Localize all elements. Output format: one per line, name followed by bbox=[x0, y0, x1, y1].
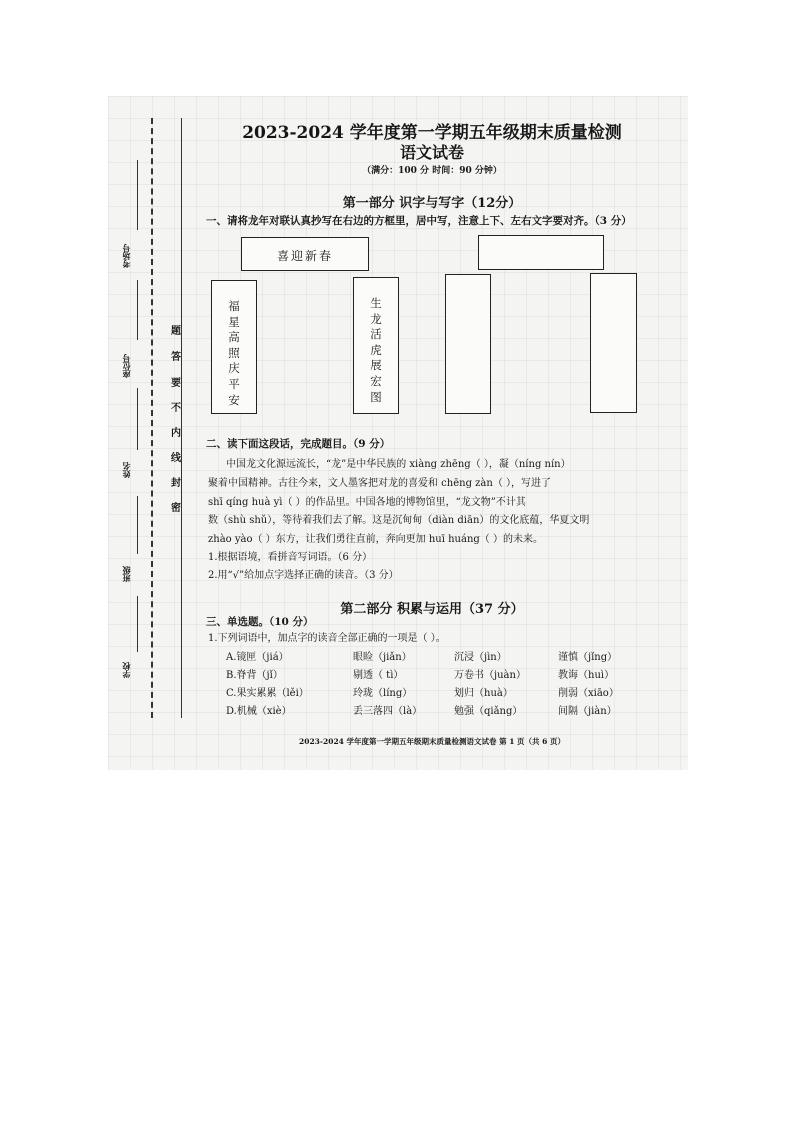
option-a-4: 谨慎（jǐng） bbox=[558, 652, 618, 663]
task-2: 2.用“√”给加点字选择正确的读音。（3 分） bbox=[208, 570, 399, 581]
couplet-horizontal-text: 喜迎新春 bbox=[276, 249, 333, 263]
right_column-char: 生 bbox=[370, 296, 382, 310]
couplet-horizontal-box bbox=[241, 237, 369, 271]
couplet-right-box bbox=[353, 277, 399, 414]
question-1-prompt: 一、请将龙年对联认真抄写在右边的方框里，居中写，注意上下、左右文字要对齐。（3 分） bbox=[206, 215, 632, 227]
task-1: 1.根据语境，看拼音写词语。（6 分） bbox=[208, 552, 373, 563]
right_column-char: 龙 bbox=[370, 311, 382, 326]
seal-char: 封 bbox=[171, 478, 181, 489]
blank-seat[interactable] bbox=[137, 280, 138, 340]
right_column-char: 图 bbox=[370, 389, 382, 404]
seal-char: 要 bbox=[171, 378, 181, 389]
label-seat: 座位号 bbox=[121, 354, 131, 378]
question-2-prompt: 二、读下面这段话，完成题目。（9 分） bbox=[206, 438, 391, 450]
option-d-1[interactable]: D.机械（xiè） bbox=[226, 706, 292, 717]
label-name: 姓名 bbox=[121, 462, 131, 478]
couplet-left-box bbox=[211, 280, 257, 414]
page-subtitle: 语文试卷 bbox=[399, 143, 464, 162]
left_column-char: 庆 bbox=[228, 361, 240, 376]
option-c-1[interactable]: C.果实累累（lěi） bbox=[226, 688, 309, 699]
seal-char: 线 bbox=[171, 453, 181, 464]
page-footer: 2023-2024 学年度第一学期五年级期末质量检测语文试卷 第 1 页（共 6 页） bbox=[299, 737, 565, 746]
seal-char: 内 bbox=[171, 428, 181, 439]
option-c-4: 削弱（xiāo） bbox=[558, 688, 619, 699]
question-3-1-stem: 1.下列词语中，加点字的读音全部正确的一项是（ ）。 bbox=[208, 633, 446, 644]
seal-char: 答 bbox=[171, 352, 181, 363]
seal-char: 不 bbox=[171, 403, 181, 414]
right_column-char: 展 bbox=[370, 358, 382, 373]
option-b-2: 剔透（ tì） bbox=[353, 670, 404, 681]
option-c-3: 划归（huà） bbox=[454, 688, 513, 699]
passage-line: 数（shù shǔ），等待着我们去了解。这是沉甸甸（diàn diān）的文化底蕴，华夏文明 bbox=[208, 515, 590, 526]
binding-solid-line bbox=[181, 118, 182, 718]
seal-char: 密 bbox=[171, 503, 181, 514]
answer-horizontal-box[interactable] bbox=[478, 235, 604, 270]
left_column-char: 安 bbox=[228, 392, 240, 407]
section-heading-part2: 第二部分 积累与运用（37 分） bbox=[340, 602, 524, 617]
option-a-2: 眼睑（jiǎn） bbox=[353, 652, 412, 663]
option-b-1[interactable]: B.脊背（jǐ） bbox=[226, 670, 283, 681]
option-c-2: 玲珑（líng） bbox=[353, 688, 413, 699]
blank-name[interactable] bbox=[137, 388, 138, 450]
right_column-char: 宏 bbox=[370, 373, 382, 388]
option-a-1[interactable]: A.镜匣（jiá） bbox=[226, 652, 289, 663]
option-d-4: 间隔（jiàn） bbox=[558, 706, 617, 717]
option-d-3: 勉强（qiǎng） bbox=[454, 706, 523, 717]
binding-dashed-line bbox=[151, 118, 153, 718]
left_column-char: 福 bbox=[228, 299, 240, 313]
passage-line: zhào yào（ ）东方，让我们勇往直前，奔向更加 huī huáng（ ）的未来。 bbox=[208, 534, 543, 545]
label-school: 学校 bbox=[121, 662, 131, 678]
section-heading-part1: 第一部分 识字与写字（12分） bbox=[342, 196, 522, 211]
left_column-char: 星 bbox=[228, 314, 240, 329]
seal-char: 题 bbox=[171, 326, 181, 337]
right_column-char: 虎 bbox=[370, 342, 382, 357]
passage-line: shī qíng huà yì（ ）的作品里。中国各地的博物馆里，“龙文物”不计其 bbox=[208, 497, 526, 508]
answer-left-box[interactable] bbox=[445, 274, 491, 414]
passage-line: 聚着中国精神。古往今来，文人墨客把对龙的喜爱和 chēng zàn（ ），写进了 bbox=[208, 478, 552, 489]
option-d-2: 丢三落四（là） bbox=[353, 706, 423, 717]
blank-school[interactable] bbox=[137, 596, 138, 652]
right_column-char: 活 bbox=[370, 327, 382, 342]
question-3-title: 三、单选题。（10 分） bbox=[206, 616, 314, 628]
label-class: 班级 bbox=[121, 566, 131, 582]
label-exam-room: 考场号 bbox=[121, 244, 131, 268]
couplet-left-text bbox=[212, 299, 256, 408]
left_column-char: 高 bbox=[228, 330, 240, 345]
blank-class[interactable] bbox=[137, 496, 138, 554]
couplet-right-text bbox=[354, 296, 398, 405]
blank-exam-room[interactable] bbox=[137, 160, 138, 230]
answer-right-box[interactable] bbox=[590, 273, 637, 413]
exam-meta: （满分：100 分 时间：90 分钟） bbox=[362, 166, 502, 176]
option-a-3: 沉浸（jìn） bbox=[454, 652, 507, 663]
option-b-4: 教诲（huì） bbox=[558, 670, 615, 681]
left_column-char: 平 bbox=[228, 376, 240, 391]
page-title: 2023-2024 学年度第一学期五年级期末质量检测 bbox=[242, 123, 622, 143]
passage-line: 中国龙文化源远流长，“龙”是中华民族的 xiàng zhēng（ ），凝（níng nín） bbox=[226, 459, 571, 470]
option-b-3: 万卷书（juàn） bbox=[454, 670, 526, 681]
left_column-char: 照 bbox=[228, 345, 240, 360]
